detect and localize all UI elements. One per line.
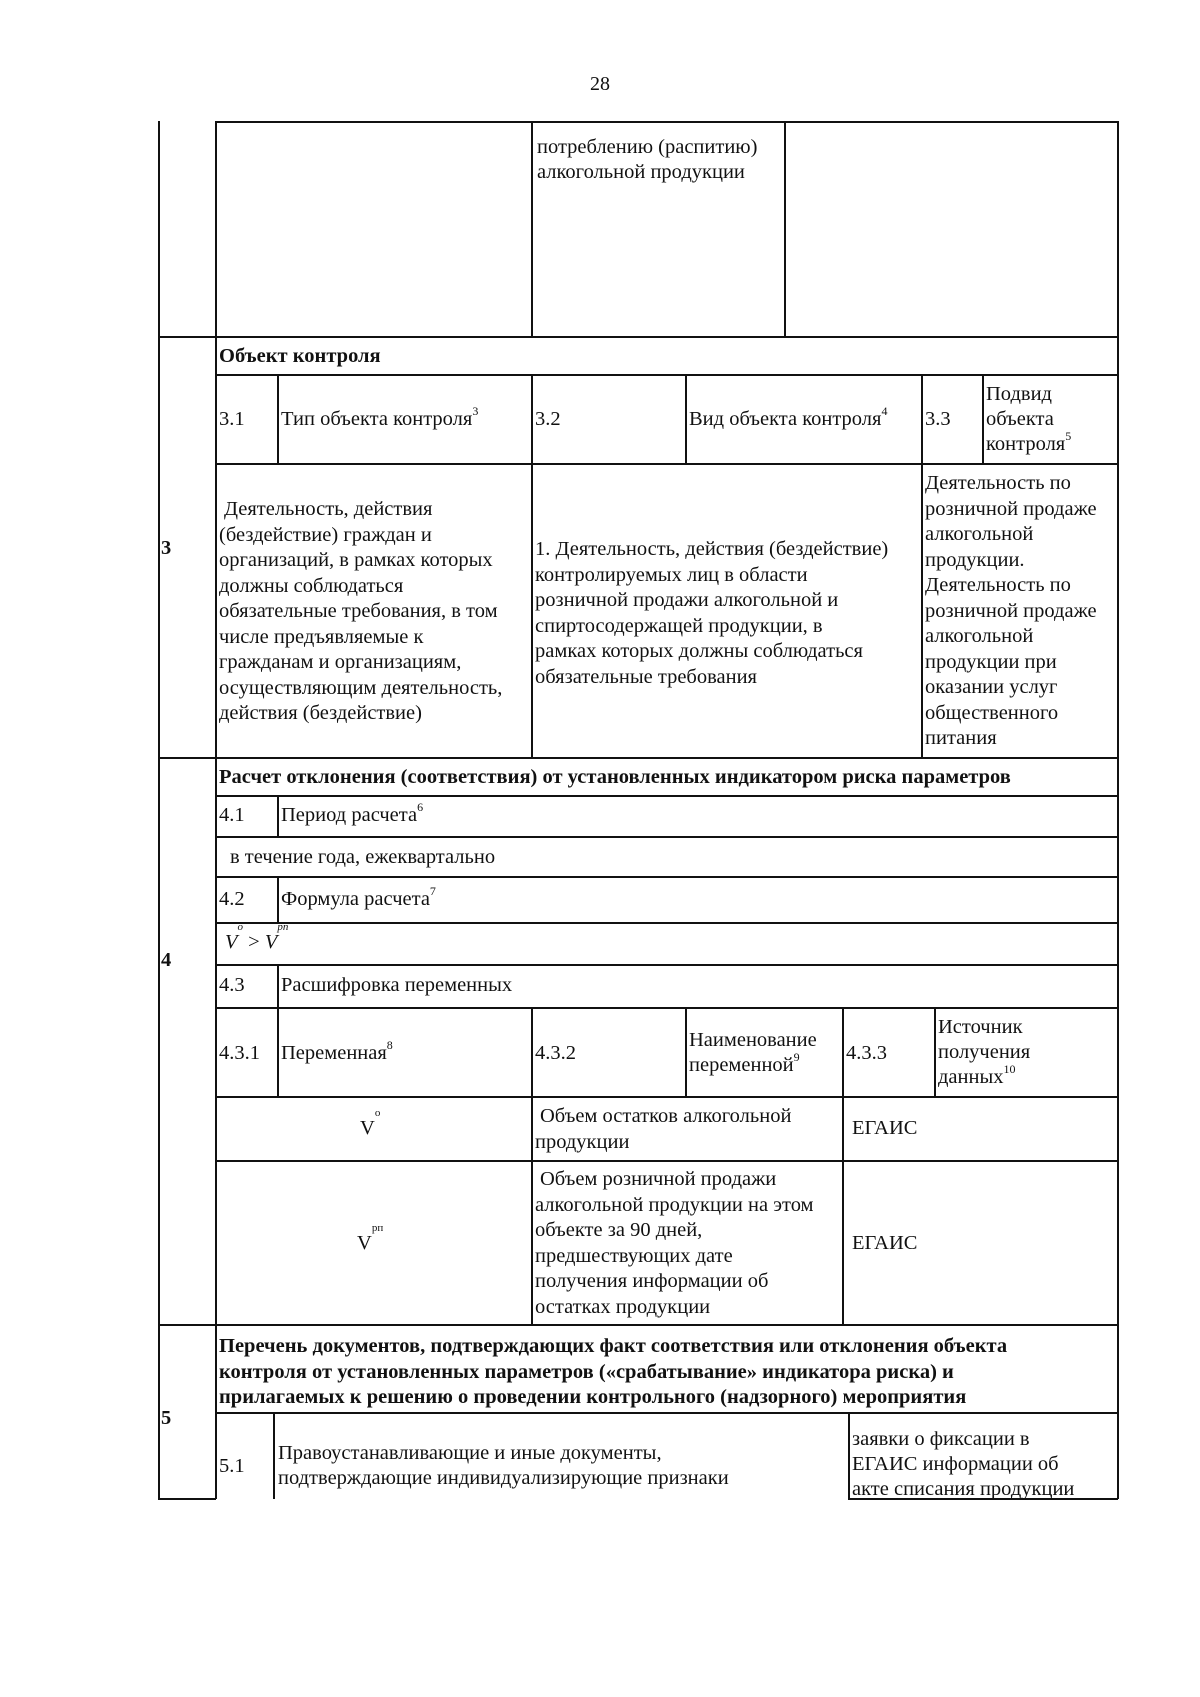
cell-3-3: 3.3	[925, 408, 951, 430]
documents-right-text: заявки о фиксации в ЕГАИС информации об акте списания продукции	[852, 1428, 1075, 1500]
cell-4-2: 4.2	[219, 888, 245, 910]
variable-vo-name: Объем остатков алкогольной продукции	[535, 1105, 792, 1153]
object-kind-value: 1. Деятельность, действия (бездействие) контролируемых лиц в области розничной продажи алкогольной и спиртосодержащей продукции, в рамках которых должны соблюдаться обязательные требования	[535, 538, 889, 688]
cell-3-2: 3.2	[535, 408, 561, 430]
page-number: 28	[590, 73, 610, 95]
variable-vrp: $V^{рп}$	[357, 1222, 384, 1254]
variable-name-label: Наименование переменной$^9$	[689, 1029, 817, 1076]
cell-5-1: 5.1	[219, 1455, 245, 1477]
documents-text: Правоустанавливающие и иные документы, подтверждающие индивидуализирующие признаки	[278, 1442, 729, 1489]
top-cell-line-1: потреблению (распитию)	[537, 136, 758, 158]
variable-label: Переменная$^8$	[281, 1038, 393, 1064]
decode-label: Расшифровка переменных	[281, 974, 513, 996]
period-value: в течение года, ежеквартально	[230, 846, 496, 868]
cell-4-3-1: 4.3.1	[219, 1042, 260, 1064]
object-subtype-value: Деятельность по розничной продаже алкогольной продукции. Деятельность по розничной продаже алкогольной продукции при оказании услуг общественного питания	[925, 472, 1097, 749]
object-subtype-label: Подвид объекта контроля$^5$	[986, 383, 1072, 455]
cell-4-3: 4.3	[219, 974, 245, 996]
section-4-heading: Расчет отклонения (соответствия) от установленных индикатором риска параметров	[219, 766, 1011, 788]
formula-value: $V^о > V^{рп}$	[225, 921, 289, 953]
formula-label: Формула расчета$^7$	[281, 884, 436, 910]
variable-vrp-source: ЕГАИС	[852, 1232, 918, 1254]
cell-3-1: 3.1	[219, 408, 245, 430]
period-label: Период расчета$^6$	[281, 800, 424, 826]
data-source-label: Источник получения данных$^{10}$	[938, 1016, 1031, 1088]
variable-vo: $V^о$	[360, 1107, 381, 1139]
cell-4-1: 4.1	[219, 804, 245, 826]
variable-vo-source: ЕГАИС	[852, 1117, 918, 1139]
section-3-number: 3	[161, 537, 172, 559]
cell-4-3-2: 4.3.2	[535, 1042, 576, 1064]
section-5-number: 5	[161, 1407, 172, 1429]
object-type-value: Деятельность, действия (бездействие) граждан и организаций, в рамках которых должны соблюдаться обязательные требования, в том числе предъявляемые к гражданам и организациям, осуществляющим деятельность, действия (бездействие)	[219, 498, 503, 724]
section-3-heading: Объект контроля	[219, 345, 381, 367]
variable-vrp-name: Объем розничной продажи алкогольной продукции на этом объекте за 90 дней, предшествующих дате получения информации об остатках продукции	[535, 1168, 814, 1318]
object-type-label: Тип объекта контроля$^3$	[281, 404, 479, 430]
section-4-number: 4	[161, 949, 172, 971]
top-cell-line-2: алкогольной продукции	[537, 161, 745, 183]
section-5-heading: Перечень документов, подтверждающих факт соответствия или отклонения объекта контроля от установленных параметров («срабатывание» индикатора риска) и прилагаемых к решению о проведении контрольного (надзорного) мероприятия	[219, 1335, 1008, 1408]
cell-4-3-3: 4.3.3	[846, 1042, 887, 1064]
object-kind-label: Вид объекта контроля$^4$	[689, 404, 888, 430]
